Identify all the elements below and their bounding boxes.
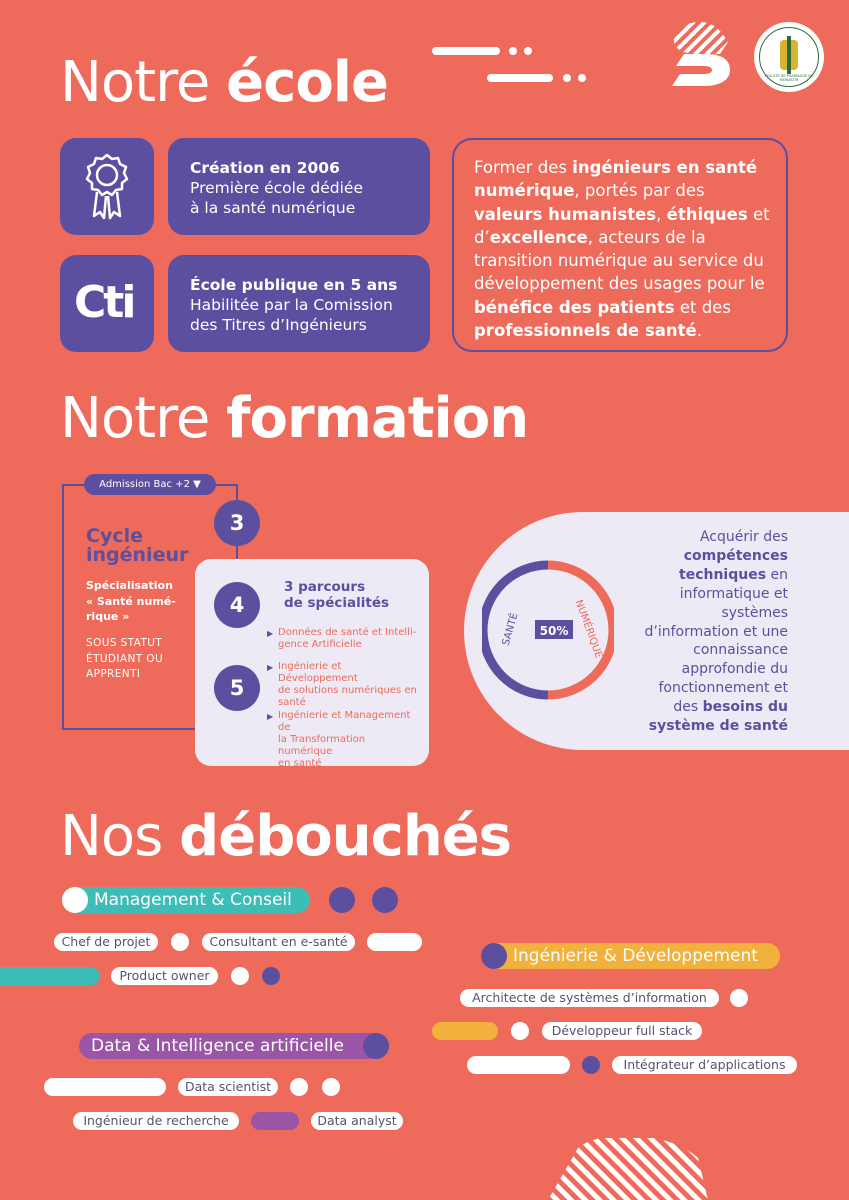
- job-consultant-esante: Consultant en e-santé: [202, 933, 355, 951]
- decor-bar: [432, 1022, 498, 1040]
- creation-title: Création en 2006: [190, 159, 340, 177]
- category-dot-icon: [363, 1033, 389, 1059]
- job-ingenieur-recherche: Ingénieur de recherche: [73, 1112, 239, 1130]
- decor-dot: [290, 1078, 308, 1096]
- award-icon-card: [60, 138, 154, 235]
- decor-bar: [0, 967, 100, 985]
- decor-dot: [171, 933, 189, 951]
- public-school-title: École publique en 5 ans: [190, 276, 398, 294]
- decor-dot: [730, 989, 748, 1007]
- decor-dot: [329, 887, 355, 913]
- status-text: SOUS STATUT ÉTUDIANT OU APPRENTI: [86, 637, 164, 680]
- decor-stripes-icon: [548, 1138, 708, 1200]
- specialty-item: ▶ Ingénierie et Management de la Transformation numérique en santé: [267, 710, 411, 769]
- gauge-left-label: SANTÉ: [500, 611, 521, 647]
- cti-icon-card: [60, 255, 154, 352]
- gauge-right-label: NUMÉRIQUE: [572, 598, 604, 660]
- admission-badge: Admission Bac +2 ▼: [84, 474, 216, 495]
- year-3-badge: 3: [214, 500, 260, 546]
- decor-dot: [509, 47, 517, 55]
- decor-bar: [367, 933, 422, 951]
- year-4-badge: 4: [214, 582, 260, 628]
- mission-box: [452, 138, 788, 352]
- decor-dash: [487, 74, 553, 82]
- decor-dot: [563, 74, 571, 82]
- job-integrateur-applications: Intégrateur d’applications: [612, 1056, 797, 1074]
- sante-numerique-gauge: [482, 558, 614, 702]
- specialty-item: ▶ Ingénierie et Développement de solutions numériques en santé: [267, 661, 417, 708]
- parcours-title: 3 parcours de spécialités: [284, 579, 390, 611]
- award-badge-icon: [80, 152, 134, 222]
- section-title-debouches: Nos débouchés: [60, 804, 512, 869]
- job-chef-de-projet: Chef de projet: [54, 933, 158, 951]
- faculty-logo-text: FACULTÉ DE PHARMACIE DE MONASTIR: [764, 74, 814, 82]
- job-data-scientist: Data scientist: [178, 1078, 278, 1096]
- job-product-owner: Product owner: [111, 967, 218, 985]
- job-data-analyst: Data analyst: [311, 1112, 403, 1130]
- competences-text: Acquérir des compétences techniques en informatique et systèmes d’information et une connaissance approfondie du fonctionnement et des besoins du système de santé: [644, 529, 788, 735]
- section-title-formation: Notre formation: [60, 386, 529, 451]
- triangle-bullet-icon: ▶: [267, 663, 274, 672]
- job-developpeur-full-stack: Développeur full stack: [542, 1022, 702, 1040]
- decor-dot: [578, 74, 586, 82]
- year-5-badge: 5: [214, 665, 260, 711]
- creation-card: Création en 2006 Première école dédiée à la santé numérique: [168, 138, 430, 235]
- decor-bar: [467, 1056, 570, 1074]
- specialty-item: ▶ Données de santé et Intelli- gence Artificielle: [267, 627, 417, 650]
- decor-dot: [372, 887, 398, 913]
- decor-bar: [44, 1078, 166, 1096]
- decor-dot: [524, 47, 532, 55]
- category-data-ia: Data & Intelligence artificielle: [79, 1033, 389, 1059]
- triangle-bullet-icon: ▶: [267, 712, 274, 721]
- decor-dot: [511, 1022, 529, 1040]
- faculty-logo: [754, 22, 824, 92]
- school-s-logo-icon: [670, 20, 732, 88]
- decor-dash: [432, 47, 500, 55]
- triangle-bullet-icon: ▶: [267, 629, 274, 638]
- job-architecte-si: Architecte de systèmes d’information: [460, 989, 719, 1007]
- category-management: Management & Conseil: [62, 887, 310, 913]
- cti-logo-icon: Cti: [74, 277, 134, 328]
- category-dot-icon: [481, 943, 507, 969]
- decor-dot: [231, 967, 249, 985]
- specialisation-text: Spécialisation « Santé numé- rique »: [86, 579, 176, 623]
- category-dot-icon: [62, 887, 88, 913]
- decor-bar: [251, 1112, 299, 1130]
- cycle-title: Cycle ingénieur: [86, 525, 189, 566]
- decor-dot: [262, 967, 280, 985]
- caret-down-icon: ▼: [193, 479, 201, 490]
- category-ingenierie: Ingénierie & Développement: [481, 943, 780, 969]
- gauge-percent-label: 50%: [539, 624, 569, 638]
- decor-dot: [582, 1056, 600, 1074]
- mission-text: Former des ingénieurs en santé numérique, portés par des valeurs humanistes, éthiques et d’excellence, acteurs de la transition numérique au service du développement des usages pour le bénéfice des patients et des professionnels de santé.: [474, 158, 770, 341]
- public-school-card: École publique en 5 ans Habilitée par la Comission des Titres d’Ingénieurs: [168, 255, 430, 352]
- section-title-ecole: Notre école: [60, 50, 388, 115]
- decor-dot: [322, 1078, 340, 1096]
